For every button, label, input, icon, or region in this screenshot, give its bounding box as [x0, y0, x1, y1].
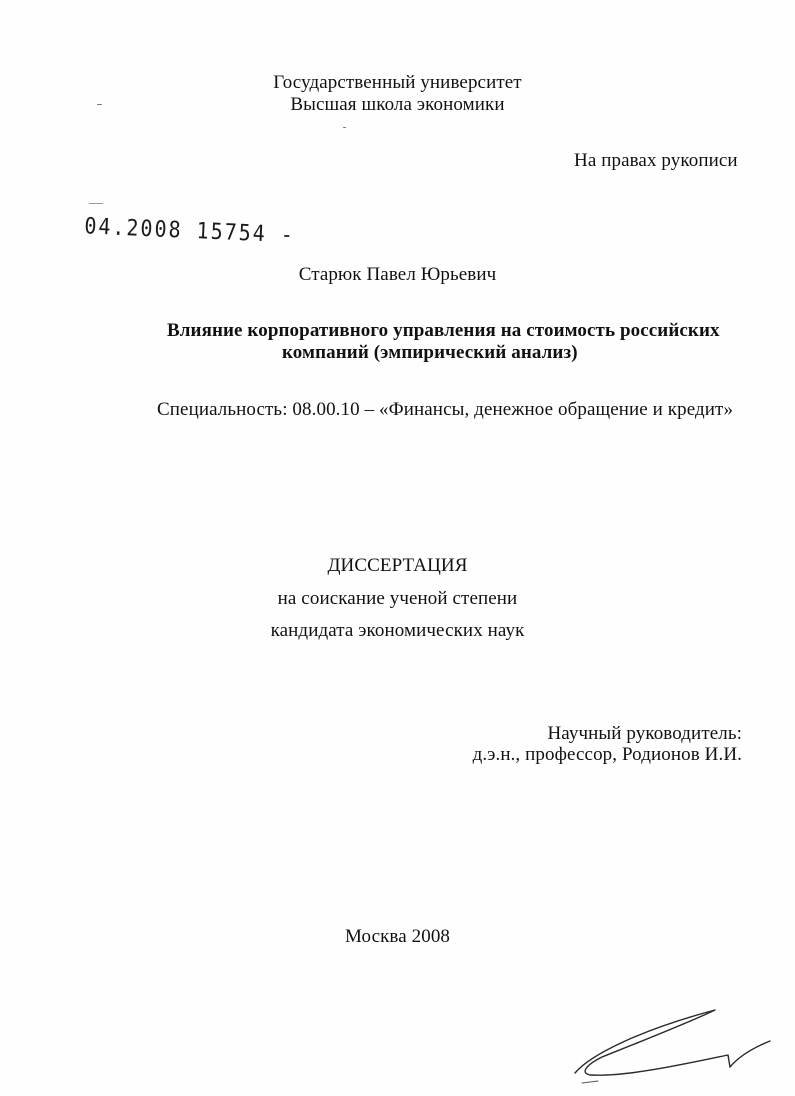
archive-stamp-number: 04.2008 15754 - [83, 212, 296, 249]
school-name: Высшая школа экономики [290, 94, 505, 115]
supervisor-label: Научный руководитель: [547, 723, 742, 744]
handwritten-signature [570, 1005, 795, 1090]
supervisor-name: д.э.н., профессор, Родионов И.И. [472, 744, 742, 765]
city-year: Москва 2008 [344, 926, 451, 947]
dissertation-title-line-2: компаний (эмпирический анализ) [282, 342, 578, 363]
scan-speck [343, 127, 346, 128]
scan-speck [89, 203, 103, 204]
rights-note: На правах рукописи [574, 150, 738, 171]
degree-purpose: на соискание ученой степени [277, 588, 518, 609]
document-type-heading: ДИССЕРТАЦИЯ [327, 555, 468, 576]
specialty: Специальность: 08.00.10 – «Финансы, денежное обращение и кредит» [157, 399, 734, 420]
author-name: Старюк Павел Юрьевич [298, 264, 497, 285]
degree-name: кандидата экономических наук [270, 620, 525, 641]
scan-speck [97, 104, 102, 105]
dissertation-title-line-1: Влияние корпоративного управления на стоимость российских [167, 320, 720, 341]
university-name: Государственный университет [273, 72, 522, 93]
